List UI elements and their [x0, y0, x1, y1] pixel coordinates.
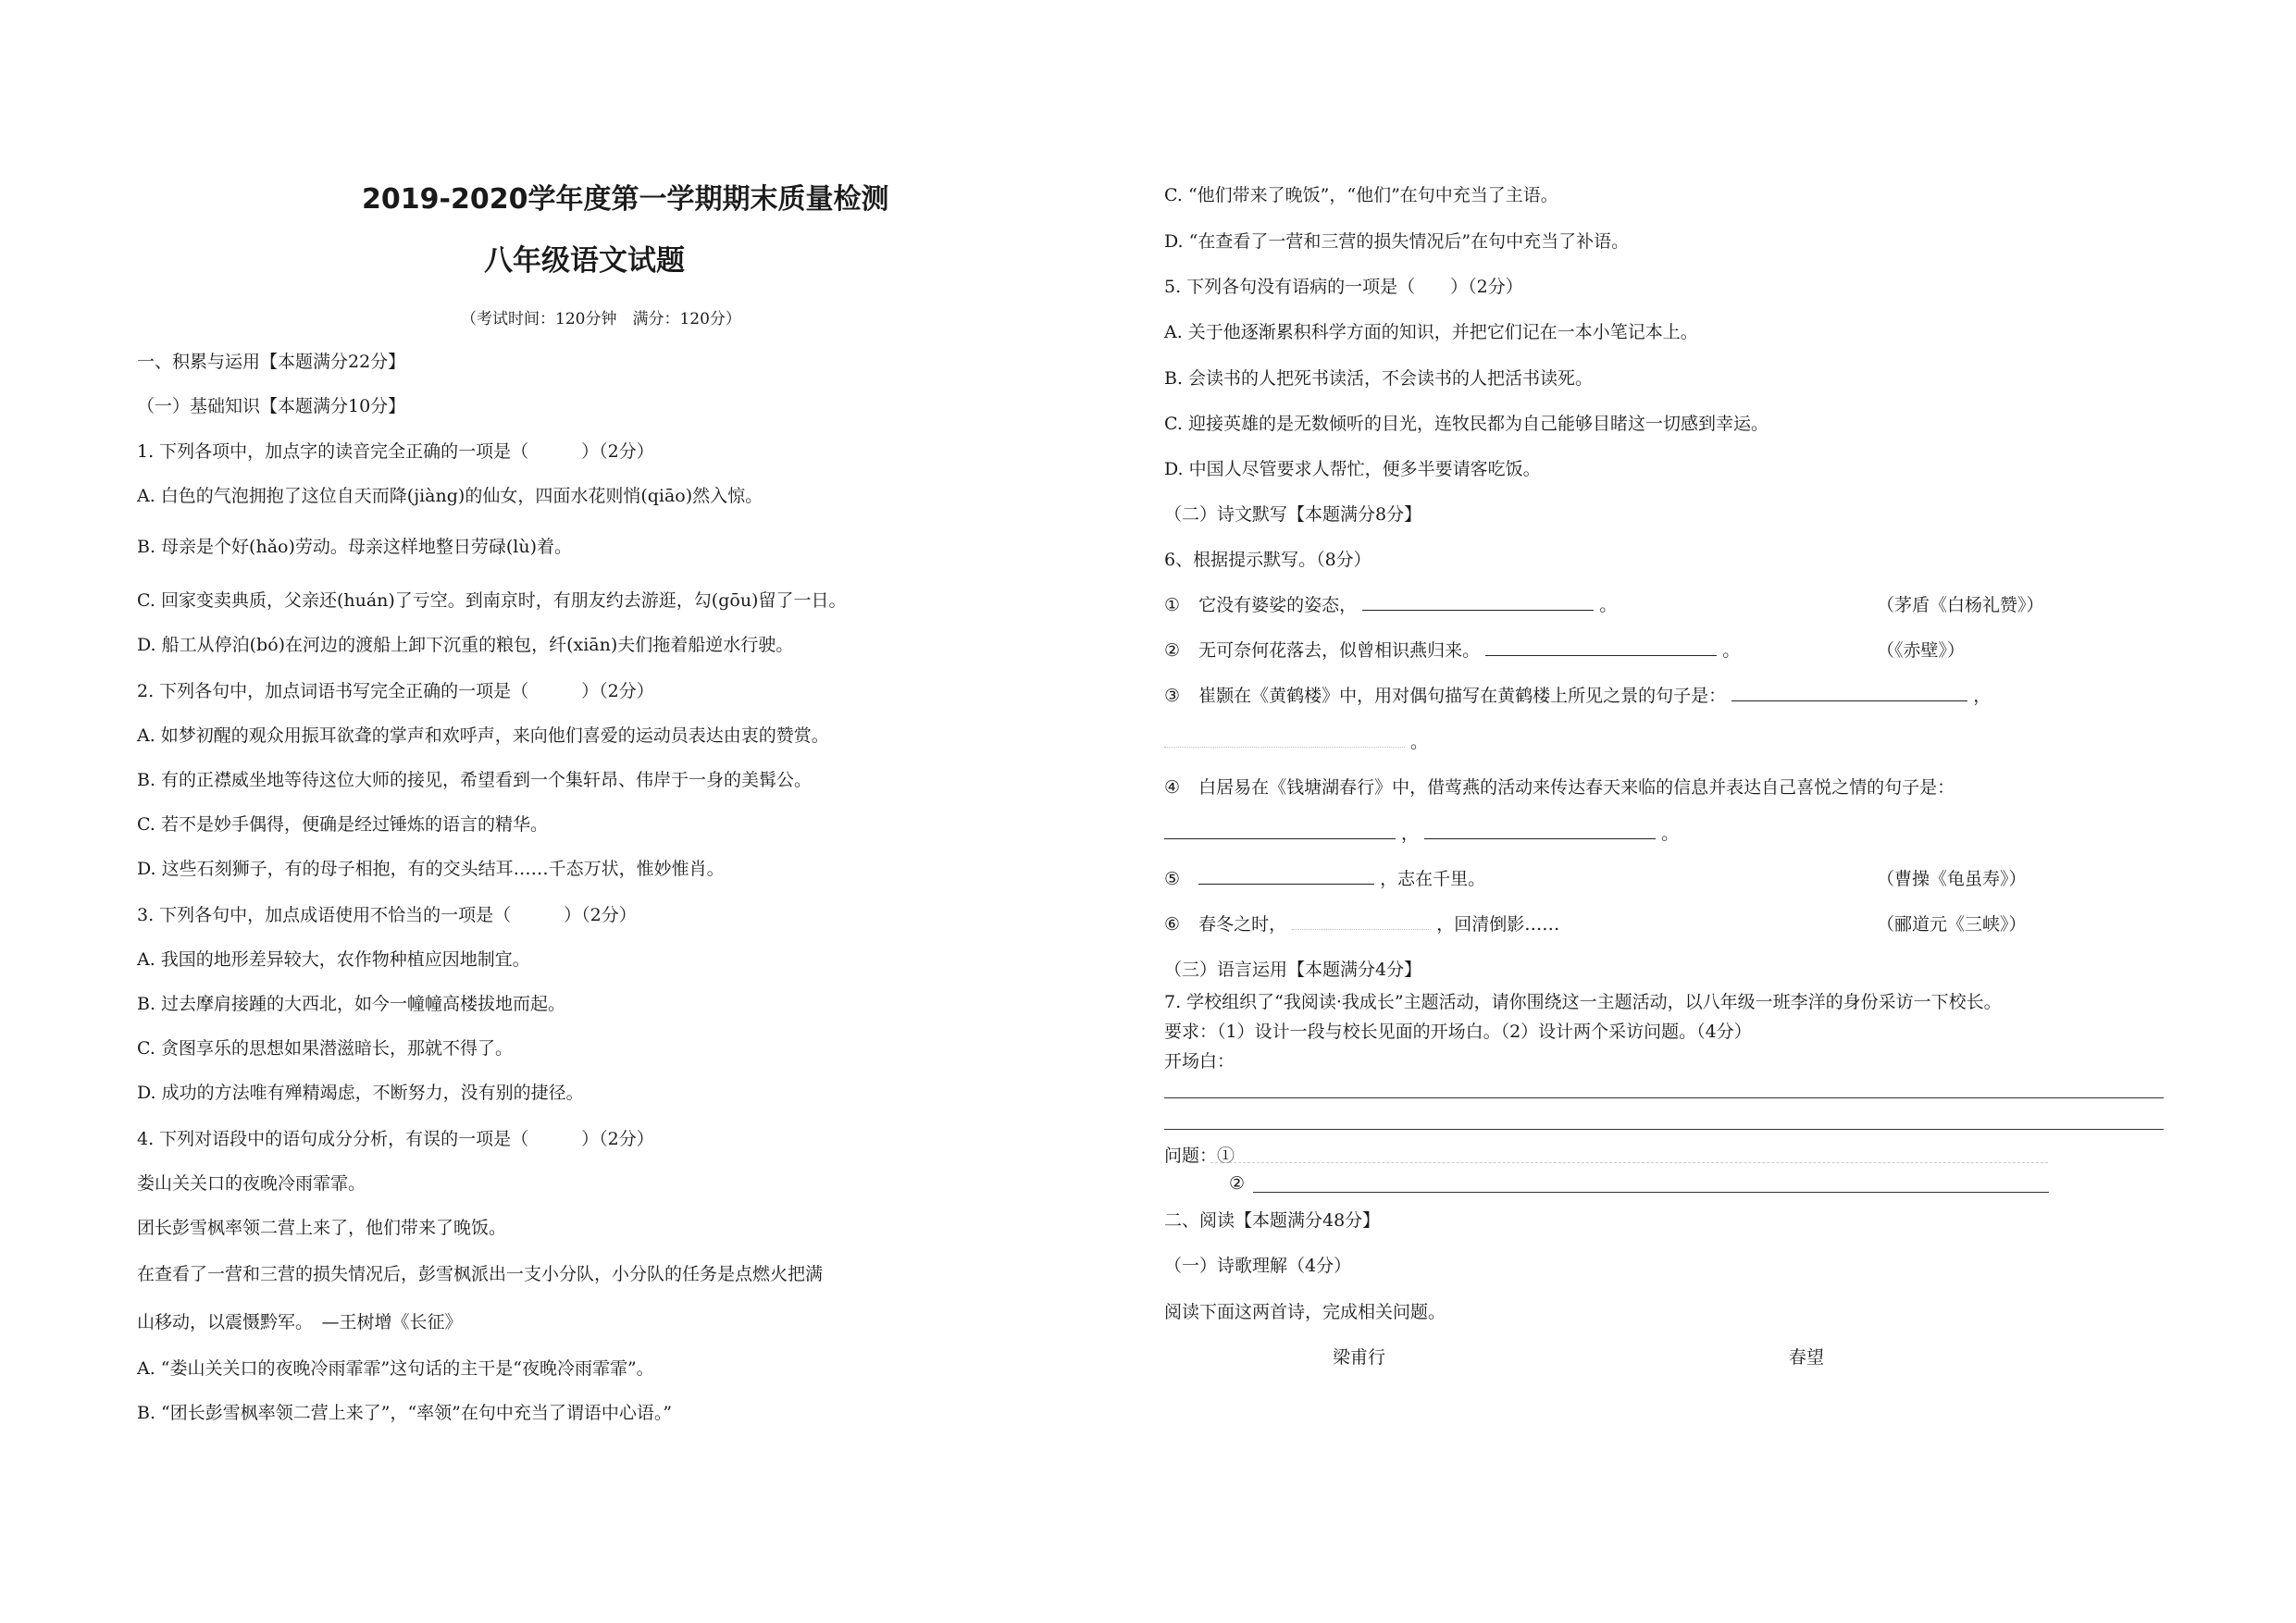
recitation-item-6: ⑥ 春冬之时， ，回清倒影……	[1164, 914, 1560, 935]
question-1-stem: 1. 下列各项中，加点字的读音完全正确的一项是（ ）（2分）	[137, 441, 654, 462]
recitation-item-5: ⑤ ，志在千里。	[1164, 869, 1486, 889]
item-number: ②	[1164, 640, 1181, 661]
question-5-option-c: C. 迎接英雄的是无数倾听的目光，连牧民都为自己能够目睹这一切感到幸运。	[1164, 414, 1769, 434]
question-2-option-c: C. 若不是妙手偶得，便确是经过锤炼的语言的精华。	[137, 814, 548, 835]
subsection-heading: （二）诗文默写【本题满分8分】	[1164, 504, 1422, 525]
question-1-option-a: A. 白色的气泡拥抱了这位自天而降(jiàng)的仙女，四面水花则悄(qiāo)然入惊。	[137, 486, 763, 506]
question-1-option-c: C. 回家变卖典质，父亲还(huán)了亏空。到南京时，有朋友约去游逛，勾(gōu)留了一日。	[137, 590, 847, 611]
recitation-item-3: ③ 崔颢在《黄鹤楼》中，用对偶句描写在黄鹤楼上所见之景的句子是： ，	[1164, 686, 1992, 706]
question-5-option-d: D. 中国人尽管要求人帮忙，便多半要请客吃饭。	[1164, 459, 1541, 479]
answer-line[interactable]	[1164, 1129, 2164, 1130]
poem-title: 梁甫行	[1333, 1347, 1386, 1368]
poem-title: 春望	[1789, 1347, 1825, 1368]
subsection-heading: （一）诗歌理解（4分）	[1164, 1256, 1352, 1276]
passage-line: 团长彭雪枫率领二营上来了，他们带来了晚饭。	[137, 1218, 507, 1238]
answer-blank[interactable]	[1164, 730, 1405, 748]
question-2-label: ②	[1229, 1173, 1246, 1194]
question-5-option-a: A. 关于他逐渐累积科学方面的知识，并把它们记在一本小笔记本上。	[1164, 322, 1698, 342]
question-3-option-a: A. 我国的地形差异较大，农作物种植应因地制宜。	[137, 949, 530, 970]
question-5-stem: 5. 下列各句没有语病的一项是（ ）（2分）	[1164, 277, 1523, 297]
question-2-option-d: D. 这些石刻狮子，有的母子相抱，有的交头结耳……千态万状，惟妙惟肖。	[137, 859, 725, 879]
question-7-stem: 7. 学校组织了“我阅读·我成长”主题活动，请你围绕这一主题活动，以八年级一班李洋的身份采访一下校长。	[1164, 992, 2002, 1012]
question-4-option-a: A. “娄山关关口的夜晚冷雨霏霏”这句话的主干是“夜晚冷雨霏霏”。	[137, 1358, 654, 1379]
question-2-option-b: B. 有的正襟威坐地等待这位大师的接见，希望看到一个集轩昂、伟岸于一身的美髯公。	[137, 770, 813, 790]
section-heading: 二、阅读【本题满分48分】	[1164, 1210, 1381, 1231]
question-2-stem: 2. 下列各句中，加点词语书写完全正确的一项是（ ）（2分）	[137, 681, 654, 701]
passage-line: 娄山关关口的夜晚冷雨霏霏。	[137, 1173, 366, 1194]
question-5-option-b: B. 会读书的人把死书读活，不会读书的人把活书读死。	[1164, 368, 1594, 389]
question-1-option-b: B. 母亲是个好(hǎo)劳动。母亲这样地整日劳碌(lù)着。	[137, 537, 573, 557]
item-number: ④	[1164, 777, 1181, 798]
passage-line: 在查看了一营和三营的损失情况后，彭雪枫派出一支小分队，小分队的任务是点燃火把满	[137, 1264, 824, 1284]
question-7-requirements: 要求：（1）设计一段与校长见面的开场白。（2）设计两个采访问题。（4分）	[1164, 1022, 1752, 1042]
answer-blank[interactable]	[1731, 684, 1967, 701]
item-number: ③	[1164, 686, 1181, 706]
question-3-option-d: D. 成功的方法唯有殚精竭虑，不断努力，没有别的捷径。	[137, 1083, 584, 1103]
source-citation: （茅盾《白杨礼赞》）	[1877, 595, 2044, 615]
exam-title: 2019-2020学年度第一学期期末质量检测	[362, 183, 889, 216]
answer-line[interactable]	[1253, 1192, 2049, 1193]
question-3-option-c: C. 贪图享乐的思想如果潜滋暗长，那就不得了。	[137, 1038, 513, 1059]
answer-blank[interactable]	[1485, 638, 1717, 656]
answer-blank[interactable]	[1198, 867, 1374, 885]
question-2-option-a: A. 如梦初醒的观众用振耳欲聋的掌声和欢呼声，来向他们喜爱的运动员表达由衷的赞赏。	[137, 725, 829, 746]
opening-label: 开场白：	[1164, 1051, 1235, 1072]
question-3-stem: 3. 下列各句中，加点成语使用不恰当的一项是（ ）（2分）	[137, 905, 637, 925]
subsection-heading: （一）基础知识【本题满分10分】	[137, 396, 406, 416]
answer-line[interactable]	[1210, 1162, 2048, 1163]
source-citation: （《赤壁》）	[1877, 640, 1966, 661]
passage-line: 山移动，以震慑黔军。 —王树增《长征》	[137, 1312, 463, 1332]
recitation-item-3-continued: 。	[1164, 730, 1428, 754]
recitation-item-2: ② 无可奈何花落去，似曾相识燕归来。 。	[1164, 640, 1741, 661]
recitation-item-1: ① 它没有婆娑的姿态， 。	[1164, 595, 1618, 615]
item-number: ⑤	[1164, 869, 1181, 889]
recitation-item-4: ④ 白居易在《钱塘湖春行》中，借莺燕的活动来传达春天来临的信息并表达自己喜悦之情的句子是：	[1164, 777, 1955, 798]
source-citation: （曹操《龟虽寿》）	[1877, 869, 2027, 889]
reading-instruction: 阅读下面这两首诗，完成相关问题。	[1164, 1302, 1446, 1322]
exam-info: （考试时间：120分钟 满分：120分）	[461, 310, 741, 328]
exam-subtitle: 八年级语文试题	[484, 244, 685, 278]
question-1-option-d: D. 船工从停泊(bó)在河边的渡船上卸下沉重的粮包，纤(xiān)夫们拖着船逆水行驶。	[137, 635, 794, 655]
question-4-option-c: C. “他们带来了晚饭”，“他们”在句中充当了主语。	[1164, 185, 1558, 205]
answer-blank[interactable]	[1292, 912, 1431, 930]
item-number: ⑥	[1164, 914, 1181, 935]
answer-blank[interactable]	[1362, 593, 1594, 611]
source-citation: （郦道元《三峡》）	[1877, 914, 2027, 935]
item-number: ①	[1164, 595, 1181, 615]
answer-line[interactable]	[1164, 1097, 2164, 1098]
question-6-stem: 6、根据提示默写。（8分）	[1164, 550, 1371, 570]
question-4-stem: 4. 下列对语段中的语句成分分析，有误的一项是（ ）（2分）	[137, 1129, 654, 1149]
question-3-option-b: B. 过去摩肩接踵的大西北，如今一幢幢高楼拔地而起。	[137, 994, 566, 1014]
question-4-option-d: D. “在查看了一营和三营的损失情况后”在句中充当了补语。	[1164, 231, 1630, 252]
section-heading: 一、积累与运用【本题满分22分】	[137, 352, 406, 372]
recitation-item-4-answer: ， 。	[1164, 822, 1679, 846]
answer-blank[interactable]	[1424, 822, 1656, 839]
questions-label: 问题：①	[1164, 1146, 1235, 1166]
answer-blank[interactable]	[1164, 822, 1396, 839]
question-4-option-b: B. “团长彭雪枫率领二营上来了”，“率领”在句中充当了谓语中心语。”	[137, 1403, 673, 1423]
subsection-heading: （三）语言运用【本题满分4分】	[1164, 960, 1422, 980]
